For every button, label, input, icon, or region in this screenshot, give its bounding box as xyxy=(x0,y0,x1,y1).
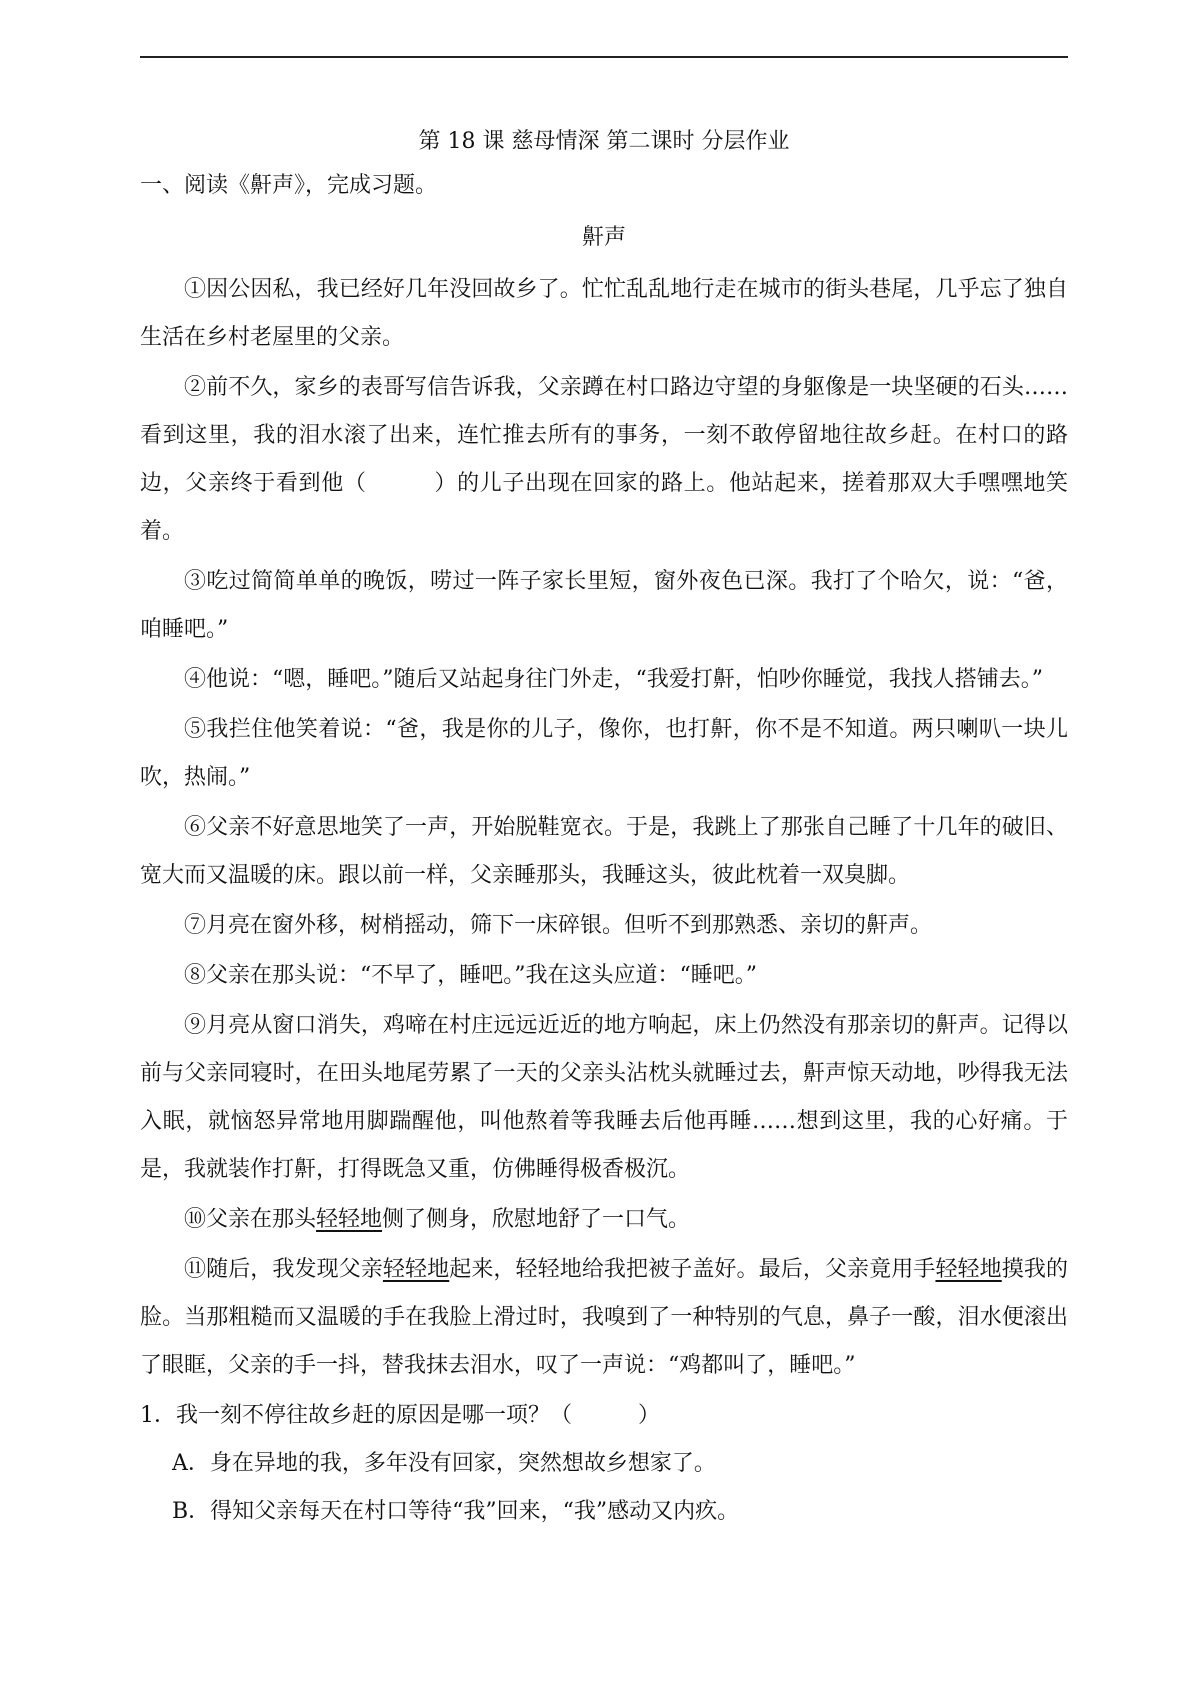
document-body xyxy=(140,118,1068,1536)
paragraph-5: ⑤我拦住他笑着说：“爸，我是你的儿子，像你，也打鼾，你不是不知道。两只喇叭一块儿吹，热闹。” xyxy=(140,717,1068,790)
paragraph-4: ④他说：“嗯，睡吧。”随后又站起身往门外走，“我爱打鼾，怕吵你睡觉，我找人搭铺去。” xyxy=(184,667,1044,692)
question-1-option-a: A．身在异地的我，多年没有回家，突然想故乡想家了。 xyxy=(172,1451,716,1476)
underlined-phrase: 轻轻地 xyxy=(316,1207,383,1232)
paragraph-10: ⑩父亲在那头轻轻地侧了侧身，欣慰地舒了一口气。 xyxy=(184,1207,691,1232)
underlined-phrase: 轻轻地 xyxy=(935,1257,1002,1282)
paragraph-9: ⑨月亮从窗口消失，鸡啼在村庄远远近近的地方响起，床上仍然没有那亲切的鼾声。记得以前与父亲同寝时，在田头地尾劳累了一天的父亲头沾枕头就睡过去，鼾声惊天动地，吵得我无法入眠，就恼怒异常地用脚踹醒他，叫他熬着等我睡去后他再睡……想到这里，我的心好痛。于是，我就装作打鼾，打得既急又重，仿佛睡得极香极沉。 xyxy=(140,1013,1068,1182)
article-title: 鼾声 xyxy=(581,225,626,250)
paragraph-7: ⑦月亮在窗外移，树梢摇动，筛下一床碎银。但听不到那熟悉、亲切的鼾声。 xyxy=(184,913,933,938)
header-rule xyxy=(140,56,1068,58)
paragraph-2: ②前不久，家乡的表哥写信告诉我，父亲蹲在村口路边守望的身躯像是一块坚硬的石头……看到这里，我的泪水滚了出来，连忙推去所有的事务，一刻不敢停留地往故乡赶。在村口的路边，父亲终于看到他（ ）的儿子出现在回家的路上。他站起来，搓着那双大手嘿嘿地笑着。 xyxy=(140,375,1068,544)
underlined-phrase: 轻轻地 xyxy=(382,1257,450,1282)
paragraph-6: ⑥父亲不好意思地笑了一声，开始脱鞋宽衣。于是，我跳上了那张自己睡了十几年的破旧、宽大而又温暖的床。跟以前一样，父亲睡那头，我睡这头，彼此枕着一双臭脚。 xyxy=(140,815,1068,888)
document-title: 第 18 课 慈母情深 第二课时 分层作业 xyxy=(418,129,790,154)
question-1-option-b: B．得知父亲每天在村口等待“我”回来，“我”感动又内疚。 xyxy=(172,1499,740,1524)
paragraph-11: ⑪随后，我发现父亲轻轻地起来，轻轻地给我把被子盖好。最后，父亲竟用手轻轻地摸我的脸。当那粗糙而又温暖的手在我脸上滑过时，我嗅到了一种特别的气息，鼻子一酸，泪水便滚出了眼眶，父亲的手一抖，替我抹去泪水，叹了一声说：“鸡都叫了，睡吧。” xyxy=(140,1257,1068,1378)
paragraph-1: ①因公因私，我已经好几年没回故乡了。忙忙乱乱地行走在城市的街头巷尾，几乎忘了独自生活在乡村老屋里的父亲。 xyxy=(140,277,1068,350)
section-heading: 一、阅读《鼾声》，完成习题。 xyxy=(140,173,438,198)
paragraph-3: ③吃过简简单单的晚饭，唠过一阵子家长里短，窗外夜色已深。我打了个哈欠，说：“爸，咱睡吧。” xyxy=(140,569,1068,642)
paragraph-8: ⑧父亲在那头说：“不早了，睡吧。”我在这头应道：“睡吧。” xyxy=(184,963,758,988)
question-1-stem: 1．我一刻不停往故乡赶的原因是哪一项？（ ） xyxy=(140,1403,660,1428)
